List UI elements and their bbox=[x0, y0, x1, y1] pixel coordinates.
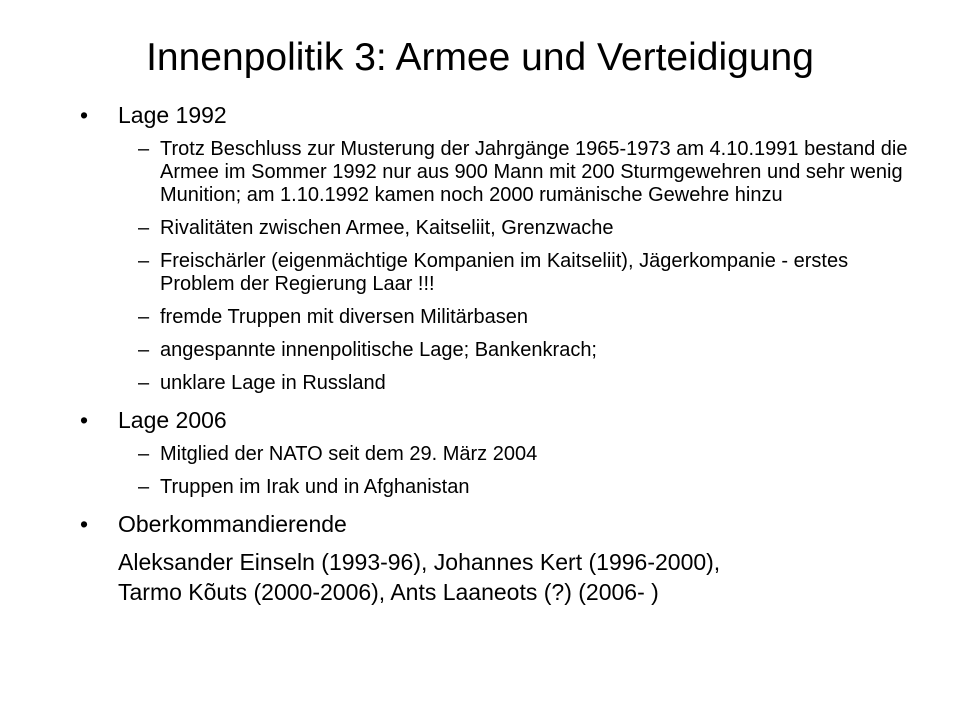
bullet-oberkommandierende bbox=[80, 509, 910, 539]
list-item bbox=[80, 306, 910, 329]
list-item-text: Rivalitäten zwischen Armee, Kaitseliit, Grenzwache bbox=[160, 217, 614, 239]
dash-icon: – bbox=[138, 443, 150, 465]
dash-icon: – bbox=[138, 217, 150, 239]
dash-icon: – bbox=[138, 138, 150, 160]
list-item-text: fremde Truppen mit diversen Militärbasen bbox=[160, 306, 528, 328]
slide-content bbox=[80, 100, 910, 607]
slide-title: Innenpolitik 3: Armee und Verteidigung bbox=[146, 36, 814, 79]
section-heading: Lage 1992 bbox=[118, 102, 227, 128]
dash-icon: – bbox=[138, 306, 150, 328]
list-item bbox=[80, 339, 910, 362]
commanders-line: Tarmo Kõuts (2000-2006), Ants Laaneots (?) (2006- ) bbox=[118, 579, 659, 605]
sublist-lage-1992 bbox=[80, 138, 910, 395]
bullet-icon: • bbox=[80, 511, 89, 537]
list-item-text: Truppen im Irak und in Afghanistan bbox=[160, 476, 470, 498]
list-item-text: Mitglied der NATO seit dem 29. März 2004 bbox=[160, 443, 538, 465]
dash-icon: – bbox=[138, 476, 150, 498]
list-item-text: angespannte innenpolitische Lage; Bankenkrach; bbox=[160, 339, 597, 361]
list-item-text: unklare Lage in Russland bbox=[160, 372, 386, 394]
bullet-icon: • bbox=[80, 407, 89, 433]
bullet-lage-1992 bbox=[80, 100, 910, 130]
dash-icon: – bbox=[138, 339, 150, 361]
dash-icon: – bbox=[138, 250, 150, 272]
list-item bbox=[80, 138, 910, 207]
sublist-lage-2006 bbox=[80, 443, 910, 499]
list-item bbox=[80, 476, 910, 499]
list-item-text: Trotz Beschluss zur Musterung der Jahrgänge 1965-1973 am 4.10.1991 bestand die Armee im Sommer 1992 nur aus 900 Mann mit 200 Sturmgewehren und sehr wenig Munition; am 1.10.1992 kamen noch 2000 rumänische Gewehre hinzu bbox=[160, 138, 908, 206]
commanders-text bbox=[80, 547, 910, 607]
list-item-text: Freischärler (eigenmächtige Kompanien im Kaitseliit), Jägerkompanie - erstes Problem der Regierung Laar !!! bbox=[160, 250, 849, 295]
section-heading: Oberkommandierende bbox=[118, 511, 347, 537]
list-item bbox=[80, 443, 910, 466]
bullet-lage-2006 bbox=[80, 405, 910, 435]
section-heading: Lage 2006 bbox=[118, 407, 227, 433]
list-item bbox=[80, 372, 910, 395]
commanders-line: Aleksander Einseln (1993-96), Johannes Kert (1996-2000), bbox=[118, 549, 721, 575]
bullet-icon: • bbox=[80, 102, 89, 128]
dash-icon: – bbox=[138, 372, 150, 394]
list-item bbox=[80, 217, 910, 240]
list-item bbox=[80, 250, 910, 296]
